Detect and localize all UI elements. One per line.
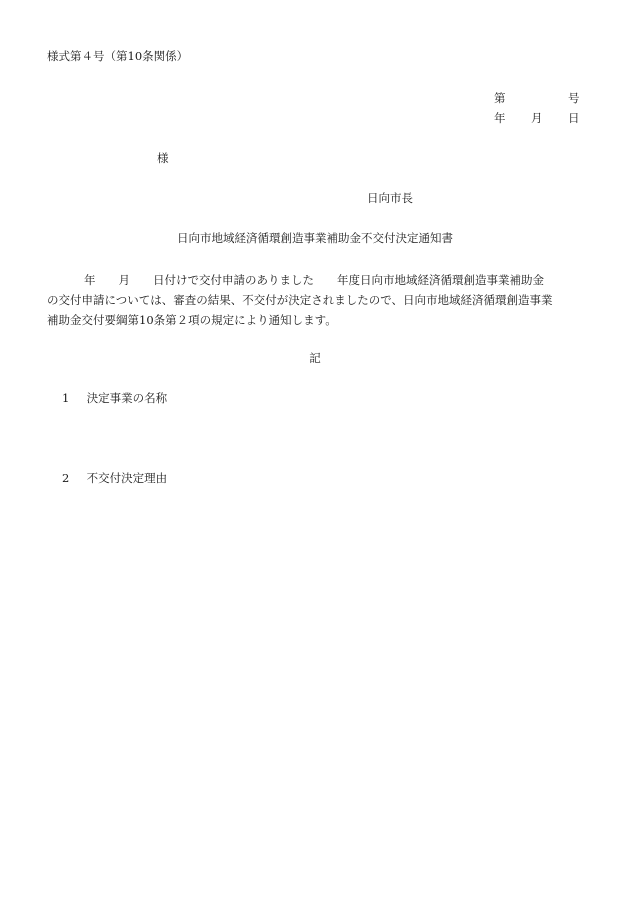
date-month-label: 月 [531,111,543,125]
date-year-label: 年 [494,111,506,125]
item-label: 不交付決定理由 [86,471,168,485]
item-number: 2 [62,471,70,485]
body-line-1: 年 月 日付けで交付申請のありました 年度日向市地域経済循環創造事業補助金 [84,273,544,287]
body-line-3: 補助金交付要綱第10条第２項の規定により通知します。 [47,313,337,327]
issue-number-suffix: 号 [568,91,580,105]
item-decided-project-name [62,390,167,406]
form-number: 様式第４号（第10条関係） [47,49,189,63]
body-line-2: の交付申請については、審査の結果、不交付が決定されましたので、日向市地域経済循環創造事業 [47,293,553,307]
notice-body [47,270,587,330]
ki-heading: 記 [309,351,321,365]
document-title: 日向市地域経済循環創造事業補助金不交付決定通知書 [177,231,453,245]
addressee-honorific: 様 [157,151,169,165]
item-number: 1 [62,391,70,405]
item-non-grant-reason [62,470,167,486]
date-day-label: 日 [568,111,580,125]
issue-number-prefix: 第 [494,91,506,105]
issuer-name: 日向市長 [367,191,413,205]
item-label: 決定事業の名称 [86,391,168,405]
